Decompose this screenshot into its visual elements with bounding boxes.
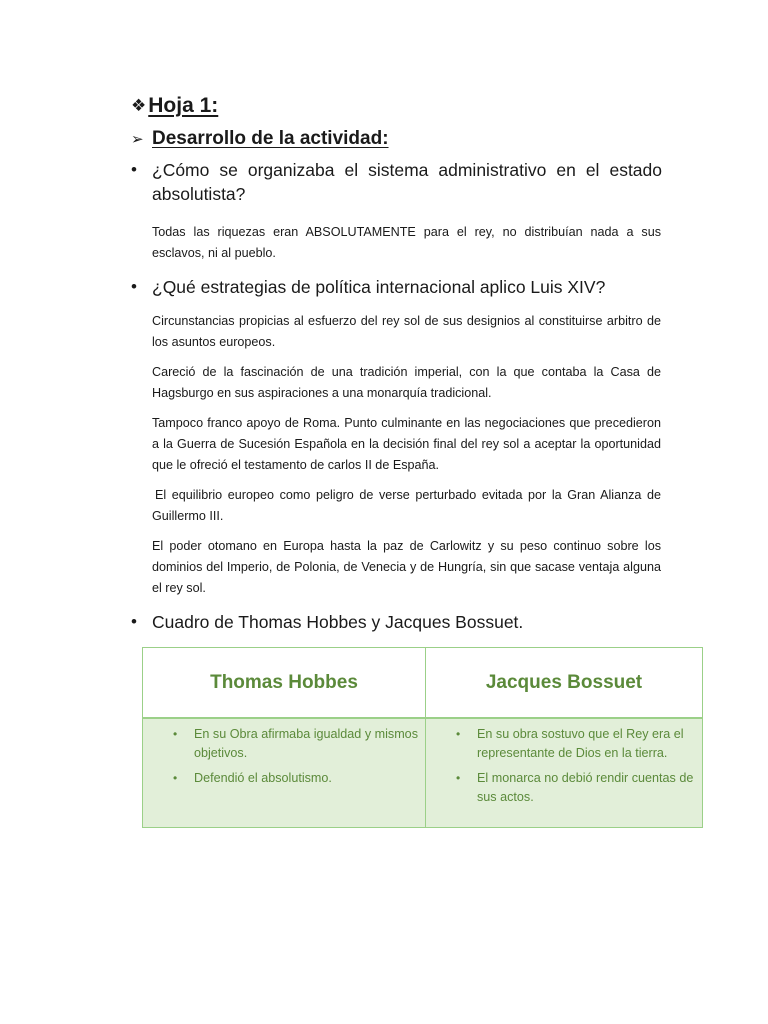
header-bossuet: Jacques Bossuet (426, 648, 703, 719)
question-3 (131, 610, 662, 634)
list-item (426, 725, 696, 763)
comparison-table (142, 647, 703, 828)
list-item (426, 769, 696, 807)
bullet-icon: • (173, 727, 178, 741)
answer-2-paragraph: Tampoco franco apoyo de Roma. Punto culminante en las negociaciones que precedieron a la Guerra de Sucesión Española en la decisión final del rey sol a aceptar la oportunidad que le ofreció el testamento de carlos II de España. (152, 416, 661, 472)
header-hobbes: Thomas Hobbes (143, 648, 426, 719)
bossuet-cell (426, 718, 703, 828)
activity-title: Desarrollo de la actividad: (152, 128, 389, 149)
bullet-icon: • (456, 727, 461, 741)
bullet-icon: • (131, 277, 137, 296)
answer-1: Todas las riquezas eran ABSOLUTAMENTE para el rey, no distribuían nada a sus esclavos, ni al pueblo. (152, 225, 661, 260)
list-item-text: En su obra sostuvo que el Rey era el representante de Dios en la tierra. (477, 727, 684, 760)
bossuet-list (426, 725, 696, 807)
answer-2-paragraph: El equilibrio europeo como peligro de verse perturbado evitada por la Gran Alianza de Guillermo III. (152, 488, 661, 523)
sheet-title: Hoja 1: (148, 94, 219, 117)
bullet-icon: • (131, 160, 137, 179)
bullet-icon: • (456, 771, 461, 785)
question-2 (131, 275, 662, 299)
list-item-text: En su Obra afirmaba igualdad y mismos objetivos. (194, 727, 418, 760)
arrow-bullet-icon: ➢ (131, 131, 144, 148)
answer-2-paragraph: Circunstancias propicias al esfuerzo del rey sol de sus designios al constituirse arbitro de los asuntos europeos. (152, 314, 661, 349)
table-row (143, 718, 703, 828)
question-1 (131, 158, 662, 206)
table-header-row (143, 648, 703, 719)
answer-2-paragraph: Careció de la fascinación de una tradición imperial, con la que contaba la Casa de Hagsburgo en sus aspiraciones a una monarquía tradicional. (152, 365, 661, 400)
answer-2-paragraph: El poder otomano en Europa hasta la paz de Carlowitz y su peso continuo sobre los dominios del Imperio, de Polonia, de Venecia y de Hungría, sin que sacase ventaja alguna el rey sol. (152, 539, 661, 595)
question-2-text: ¿Qué estrategias de política internacional aplico Luis XIV? (152, 277, 606, 297)
activity-heading (131, 128, 389, 150)
sheet-heading (131, 94, 218, 118)
list-item (143, 725, 419, 763)
hobbes-list (143, 725, 419, 788)
list-item-text: El monarca no debió rendir cuentas de sus actos. (477, 771, 694, 804)
bullet-icon: • (173, 771, 178, 785)
list-item (143, 769, 419, 788)
hobbes-cell (143, 718, 426, 828)
question-3-text: Cuadro de Thomas Hobbes y Jacques Bossuet. (152, 612, 524, 632)
list-item-text: Defendió el absolutismo. (194, 771, 332, 785)
diamond-bullet-icon: ❖ (131, 96, 147, 115)
bullet-icon: • (131, 612, 137, 631)
question-1-text: ¿Cómo se organizaba el sistema administrativo en el estado absolutista? (152, 160, 662, 204)
